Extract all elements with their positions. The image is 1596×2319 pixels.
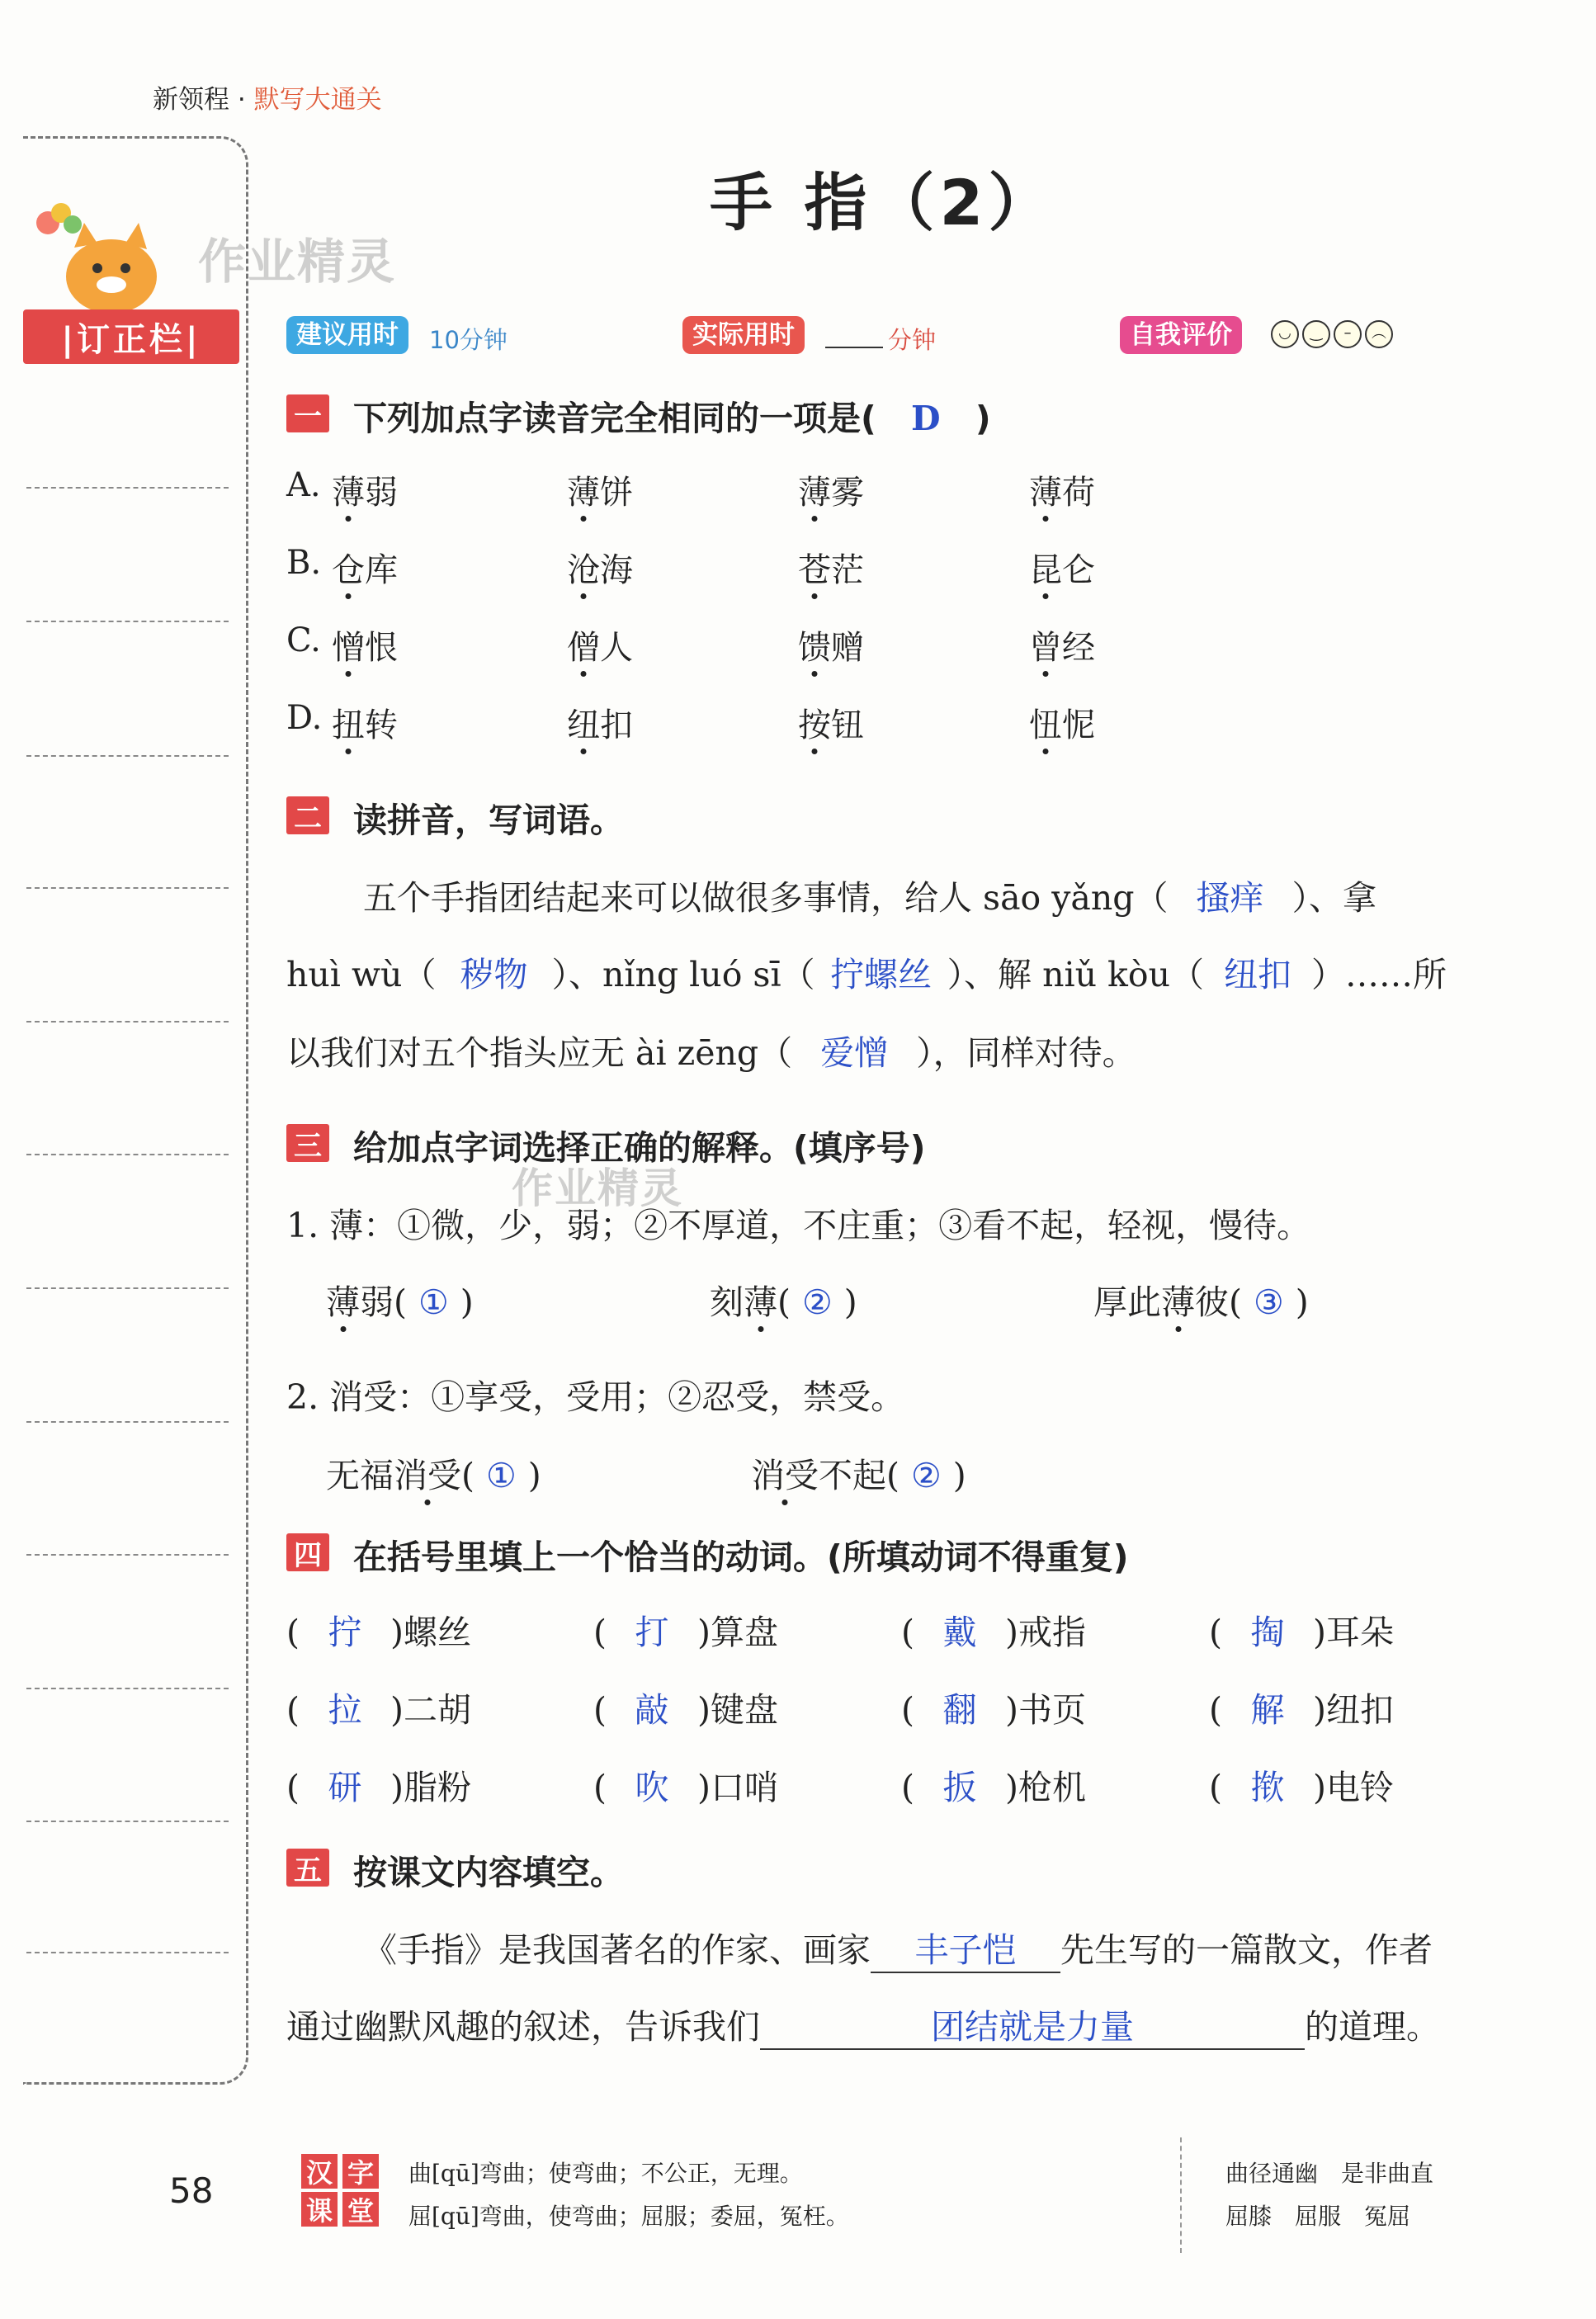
margin-line <box>26 1688 229 1689</box>
paren-close: ) <box>697 1768 711 1807</box>
q4-word: 纽扣 <box>1326 1690 1394 1730</box>
option-word <box>567 699 633 746</box>
q4-answer[interactable]: 打 <box>635 1613 669 1652</box>
q3-text: 刻 <box>710 1282 744 1322</box>
q4-word: 书页 <box>1018 1690 1086 1730</box>
footer-note-1: 曲[qū]弯曲；使弯曲；不公正，无理。 <box>408 2160 803 2187</box>
option-word <box>1029 621 1095 668</box>
correction-column <box>23 136 248 2085</box>
q3-text: 弱( <box>360 1282 407 1322</box>
option-word <box>798 699 864 746</box>
q5-text: 《手指》是我国著名的作家、画家 <box>363 1930 871 1970</box>
option-word <box>332 544 398 591</box>
word-char: 转 <box>365 706 398 744</box>
q2-answer[interactable]: 纽扣 <box>1224 955 1291 994</box>
self-eval-faces <box>1271 320 1396 348</box>
q4-item <box>286 1760 471 1809</box>
neutral-face-icon[interactable]: – <box>1334 320 1362 348</box>
paren-close: ) <box>390 1768 404 1807</box>
option-word <box>567 466 633 513</box>
option-word <box>567 544 633 591</box>
q3-text: 无福 <box>326 1456 394 1495</box>
q5-answer[interactable]: 丰子恺 <box>871 1923 1060 1973</box>
option-label[interactable]: B. <box>286 544 322 582</box>
word-char: 经 <box>1062 629 1095 667</box>
q2-text: 五个手指团结起来可以做很多事情，给人 sāo yǎng（ <box>363 878 1169 918</box>
paren-close: ) <box>1005 1690 1018 1730</box>
section-title: 给加点字词选择正确的解释。(填序号) <box>353 1128 926 1168</box>
dotted-char: 薄 <box>1029 474 1062 512</box>
chinese-lesson-badge <box>301 2154 380 2227</box>
q4-word: 电铃 <box>1326 1768 1394 1807</box>
paren-open: ( <box>286 1613 300 1652</box>
margin-line <box>26 1021 229 1023</box>
q2-line-2 <box>286 947 1447 996</box>
cat-mascot-icon <box>33 198 198 314</box>
q4-word: 键盘 <box>711 1690 778 1730</box>
sad-face-icon[interactable]: ︵ <box>1365 320 1393 348</box>
option-row <box>286 466 1277 516</box>
q5-line-1 <box>363 1923 1433 1973</box>
q4-word: 耳朵 <box>1326 1613 1394 1652</box>
q4-word: 枪机 <box>1018 1768 1086 1807</box>
dotted-char: 僧 <box>567 629 600 667</box>
q3-answer[interactable]: ③ <box>1254 1282 1284 1322</box>
word-char: 怩 <box>1062 706 1095 744</box>
dotted-char: 忸 <box>1029 706 1062 744</box>
option-word <box>332 466 398 513</box>
option-label[interactable]: D. <box>286 699 323 737</box>
option-row <box>286 544 1277 593</box>
paren-open: ( <box>901 1613 914 1652</box>
header-separator: · <box>237 85 246 115</box>
q3-text: ) <box>952 1456 966 1495</box>
word-char: 库 <box>365 551 398 589</box>
word-char: 海 <box>600 551 633 589</box>
q4-answer[interactable]: 扳 <box>942 1768 977 1807</box>
q4-item <box>1209 1605 1394 1654</box>
footer-example-1: 曲径通幽 是非曲直 <box>1225 2160 1434 2187</box>
badge-char: 汉 <box>301 2154 338 2189</box>
page-number: 58 <box>169 2170 214 2211</box>
watermark: 作业精灵 <box>512 1164 683 1212</box>
q3-answer[interactable]: ② <box>802 1282 833 1322</box>
footer-divider <box>1180 2137 1182 2253</box>
paren-open: ( <box>593 1768 607 1807</box>
option-word <box>1029 544 1095 591</box>
q4-word: 螺丝 <box>404 1613 471 1652</box>
q4-word: 戒指 <box>1018 1613 1086 1652</box>
option-word <box>1029 466 1095 513</box>
dotted-char: 按 <box>798 706 831 744</box>
option-word <box>1029 699 1095 746</box>
q3-answer[interactable]: ② <box>911 1456 942 1495</box>
q3-item <box>326 1448 541 1497</box>
q4-item <box>901 1605 1086 1654</box>
q4-answer[interactable]: 掏 <box>1250 1613 1285 1652</box>
q2-text: ）、nǐng luó sī（ <box>551 955 815 994</box>
word-char: 饼 <box>600 474 633 512</box>
word-char: 雾 <box>831 474 864 512</box>
paren-close: ) <box>1313 1768 1326 1807</box>
q4-item <box>901 1760 1086 1809</box>
dotted-char: 纽 <box>567 706 600 744</box>
q3-text: ( <box>777 1282 791 1322</box>
section-title: 读拼音，写词语。 <box>353 801 624 840</box>
option-label[interactable]: C. <box>286 621 321 659</box>
section-number: 五 <box>286 1849 329 1887</box>
paren-close: ) <box>390 1613 404 1652</box>
section-number: 一 <box>286 394 329 432</box>
dotted-char: 薄 <box>567 474 600 512</box>
word-char: 仑 <box>1062 551 1095 589</box>
q4-answer[interactable]: 吹 <box>635 1768 669 1807</box>
q3-item <box>710 1275 857 1324</box>
section-number: 二 <box>286 796 329 834</box>
q2-answer[interactable]: 搔痒 <box>1196 878 1264 918</box>
section-title <box>353 391 991 440</box>
margin-line <box>26 487 229 489</box>
correction-tag: |订正栏| <box>23 309 239 364</box>
paren-close: ) <box>1313 1690 1326 1730</box>
word-char: 茫 <box>831 551 864 589</box>
section-number: 四 <box>286 1533 329 1571</box>
q4-answer[interactable]: 戴 <box>942 1613 977 1652</box>
q5-line-2 <box>286 2000 1440 2050</box>
q2-text: ），同样对待。 <box>916 1033 1136 1073</box>
q1-prompt: 下列加点字读音完全相同的一项是( <box>353 399 876 438</box>
series-name: 新领程 <box>153 85 229 115</box>
paren-open: ( <box>286 1768 300 1807</box>
q4-item <box>593 1683 778 1731</box>
actual-time-field[interactable] <box>825 322 936 356</box>
option-word <box>798 621 864 668</box>
q4-answer[interactable]: 敲 <box>635 1690 669 1730</box>
q4-item <box>286 1683 471 1731</box>
q2-text: huì wù（ <box>286 955 437 994</box>
dotted-char: 消受 <box>751 1456 819 1495</box>
q3-item <box>326 1275 474 1324</box>
suggest-time-label: 建议用时 <box>286 316 408 354</box>
option-word <box>332 621 398 668</box>
paren-open: ( <box>593 1613 607 1652</box>
dotted-char: 扭 <box>332 706 365 744</box>
margin-line <box>26 755 229 757</box>
paren-open: ( <box>1209 1613 1222 1652</box>
section-title: 按课文内容填空。 <box>353 1853 624 1892</box>
q3-text: ) <box>843 1282 857 1322</box>
q3-def-2: 2. 消受：①享受，受用；②忍受，禁受。 <box>286 1377 905 1417</box>
dotted-char: 薄 <box>798 474 831 512</box>
q3-answer[interactable]: ① <box>418 1282 449 1322</box>
q4-word: 口哨 <box>711 1768 778 1807</box>
paren-close: ) <box>1313 1613 1326 1652</box>
q2-text: ）……所 <box>1311 955 1447 994</box>
q4-answer[interactable]: 解 <box>1250 1690 1285 1730</box>
q4-answer[interactable]: 翻 <box>942 1690 977 1730</box>
dotted-char: 昆 <box>1029 551 1062 589</box>
margin-line <box>26 887 229 889</box>
paren-close: ) <box>697 1613 711 1652</box>
dotted-char: 曾 <box>1029 629 1062 667</box>
dotted-char: 憎 <box>332 629 365 667</box>
paren-open: ( <box>1209 1768 1222 1807</box>
paren-open: ( <box>1209 1690 1222 1730</box>
margin-line <box>26 1287 229 1289</box>
option-word <box>798 544 864 591</box>
badge-char: 课 <box>301 2192 338 2227</box>
dotted-char: 仓 <box>332 551 365 589</box>
paren-open: ( <box>901 1690 914 1730</box>
q4-answer[interactable]: 揿 <box>1250 1768 1285 1807</box>
q5-text: 通过幽默风趣的叙述，告诉我们 <box>286 2007 760 2047</box>
q4-answer[interactable]: 研 <box>328 1768 362 1807</box>
suggest-time-value: 10分钟 <box>429 326 508 354</box>
margin-line <box>26 1154 229 1155</box>
q2-answer[interactable]: 拧螺丝 <box>830 955 933 994</box>
dotted-char: 苍 <box>798 551 831 589</box>
margin-line <box>26 1821 229 1822</box>
q2-answer[interactable]: 爱憎 <box>820 1033 889 1073</box>
q4-answer[interactable]: 拧 <box>328 1613 362 1652</box>
q4-item <box>286 1605 471 1654</box>
word-char: 恨 <box>365 629 398 667</box>
option-row <box>286 621 1277 671</box>
word-char: 人 <box>600 629 633 667</box>
q4-answer[interactable]: 拉 <box>328 1690 362 1730</box>
q5-answer[interactable]: 团结就是力量 <box>760 2000 1305 2050</box>
margin-line <box>26 1554 229 1556</box>
word-char: 弱 <box>365 474 398 512</box>
watermark: 作业精灵 <box>198 234 397 290</box>
q3-item <box>751 1448 966 1497</box>
option-word <box>567 621 633 668</box>
dotted-char: 薄 <box>1161 1282 1195 1322</box>
q4-item <box>1209 1760 1394 1809</box>
q4-item <box>593 1605 778 1654</box>
q2-answer[interactable]: 秽物 <box>460 955 528 994</box>
q1-answer[interactable]: D <box>911 399 941 438</box>
dotted-char: 消受 <box>394 1456 461 1495</box>
brand-name: 默写大通关 <box>253 85 382 115</box>
paren-close: ) <box>1005 1613 1018 1652</box>
dotted-char: 馈 <box>798 629 831 667</box>
paren-open: ( <box>593 1690 607 1730</box>
option-word <box>332 699 398 746</box>
self-eval-label: 自我评价 <box>1120 316 1242 354</box>
smile-face-icon[interactable]: ◡ <box>1271 320 1299 348</box>
word-char: 扣 <box>600 706 633 744</box>
q2-text: ）、拿 <box>1291 878 1376 918</box>
q3-text: ( <box>461 1456 475 1495</box>
badge-char: 堂 <box>342 2192 379 2227</box>
option-label[interactable]: A. <box>286 466 321 504</box>
q4-word: 二胡 <box>404 1690 471 1730</box>
q4-word: 算盘 <box>711 1613 778 1652</box>
page-title: 手 指（2） <box>710 166 1056 239</box>
word-char: 赠 <box>831 629 864 667</box>
badge-char: 字 <box>342 2154 379 2189</box>
q5-text: 先生写的一篇散文，作者 <box>1060 1930 1433 1970</box>
section-title: 在括号里填上一个恰当的动词。(所填动词不得重复) <box>353 1537 1129 1577</box>
q4-item <box>901 1683 1086 1731</box>
margin-line <box>26 621 229 622</box>
q3-text: 不起( <box>819 1456 900 1495</box>
q2-text: 以我们对五个指头应无 ài zēng（ <box>286 1033 793 1073</box>
margin-line <box>26 1421 229 1423</box>
dotted-char: 沧 <box>567 551 600 589</box>
dotted-char: 薄 <box>744 1282 777 1322</box>
paren-close: ) <box>390 1690 404 1730</box>
paren-open: ( <box>286 1690 300 1730</box>
q1-close: ) <box>975 399 991 438</box>
word-char: 荷 <box>1062 474 1095 512</box>
paren-open: ( <box>901 1768 914 1807</box>
series-header <box>153 78 382 116</box>
option-row <box>286 699 1277 749</box>
q3-text: 厚此 <box>1093 1282 1161 1322</box>
section-number: 三 <box>286 1124 329 1162</box>
q3-text: ) <box>1295 1282 1309 1322</box>
q3-text: ) <box>460 1282 474 1322</box>
actual-time-unit: 分钟 <box>888 326 937 354</box>
word-char: 钮 <box>831 706 864 744</box>
q3-answer[interactable]: ① <box>486 1456 517 1495</box>
dotted-char: 薄 <box>326 1282 360 1322</box>
q3-text: 彼( <box>1195 1282 1242 1322</box>
paren-close: ) <box>1005 1768 1018 1807</box>
q2-line-3 <box>286 1026 1136 1074</box>
q2-text: ）、解 niǔ kòu（ <box>947 955 1204 994</box>
dotted-char: 薄 <box>332 474 365 512</box>
q3-text: ) <box>527 1456 541 1495</box>
q3-def-1: 1. 薄：①微，少，弱；②不厚道，不庄重；③看不起，轻视，慢待。 <box>286 1206 1311 1245</box>
q4-item <box>1209 1683 1394 1731</box>
q3-item <box>1093 1275 1309 1324</box>
content-face-icon[interactable]: ‿ <box>1302 320 1330 348</box>
footer-note-2: 屈[qū]弯曲，使弯曲；屈服；委屈，冤枉。 <box>408 2203 849 2230</box>
footer-example-2: 屈膝 屈服 冤屈 <box>1225 2203 1411 2230</box>
q5-text: 的道理。 <box>1305 2007 1440 2047</box>
actual-time-label: 实际用时 <box>682 316 805 354</box>
option-word <box>798 466 864 513</box>
margin-line <box>26 1952 229 1953</box>
q4-item <box>593 1760 778 1809</box>
actual-time-blank[interactable] <box>825 325 883 348</box>
paren-close: ) <box>697 1690 711 1730</box>
q2-line-1 <box>363 871 1376 919</box>
q4-word: 脂粉 <box>404 1768 471 1807</box>
